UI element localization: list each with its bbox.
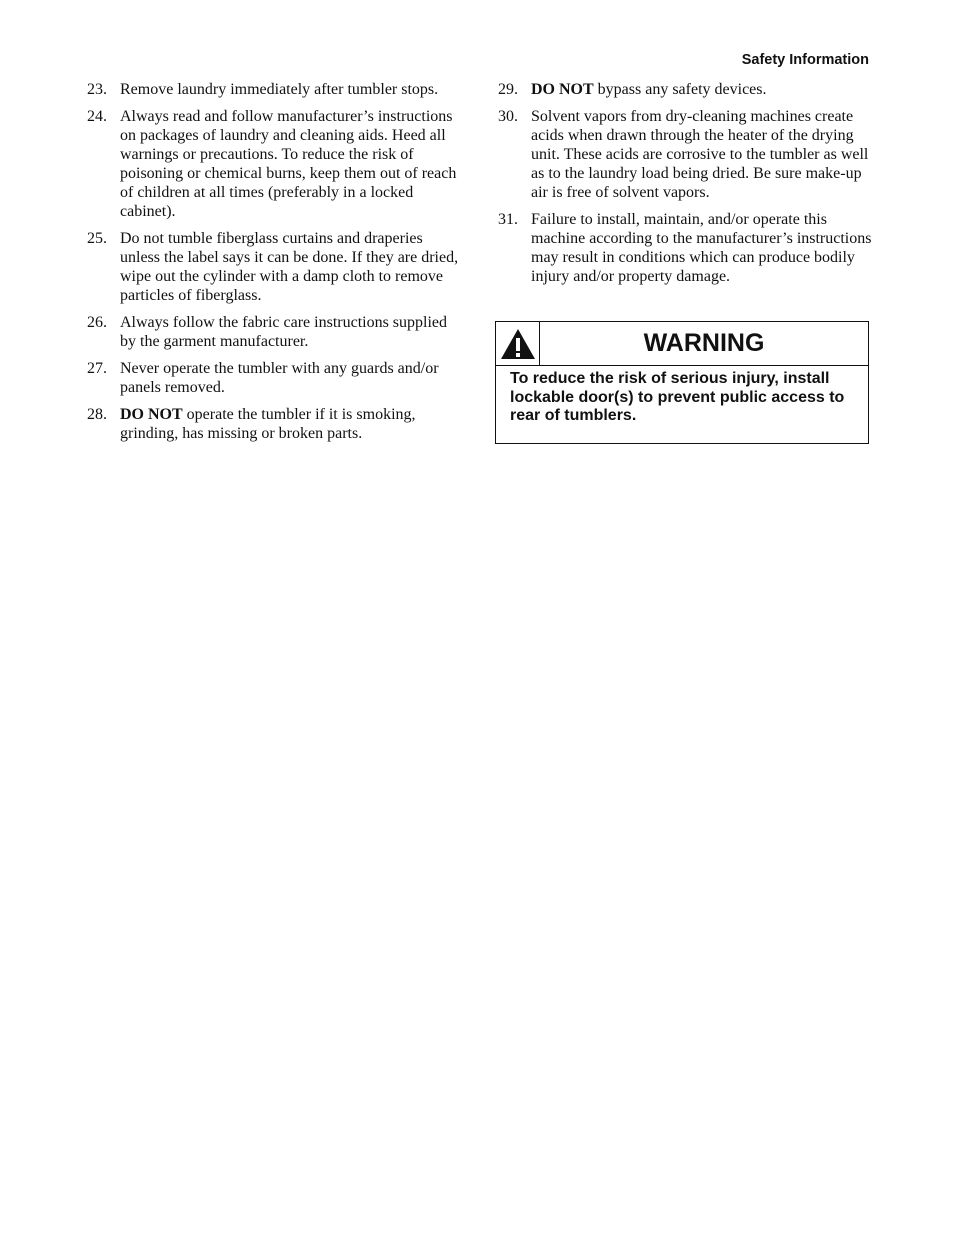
warning-title: WARNING	[643, 329, 765, 357]
item-number: 30.	[498, 108, 518, 125]
item-body-text: operate the tumbler if it is smoking, grinding, has missing or broken parts.	[120, 406, 416, 442]
section-header: Safety Information	[741, 52, 869, 68]
item-number: 23.	[87, 81, 107, 98]
warning-header	[496, 322, 868, 366]
item-text	[120, 80, 462, 99]
item-body-text: Always follow the fabric care instructions supplied by the garment manufacturer.	[120, 314, 448, 350]
warning-icon-cell	[496, 322, 540, 365]
item-body-text: Do not tumble fiberglass curtains and draperies unless the label says it can be done. If they are dried, wipe out the cylinder with a damp cloth to remove particles of fiberglass.	[120, 230, 459, 304]
item-bold-text: DO NOT	[120, 406, 183, 423]
list-item	[498, 210, 873, 286]
item-body-text: Failure to install, maintain, and/or operate this machine according to the manufacturer’s instructions may result in conditions which can produce bodily injury and/or property damage.	[531, 211, 872, 285]
left-column	[87, 80, 462, 451]
item-bold-text: DO NOT	[531, 81, 594, 98]
warning-box	[495, 321, 869, 444]
list-item	[87, 405, 462, 443]
list-item	[87, 80, 462, 99]
list-item	[87, 313, 462, 351]
right-column	[498, 80, 873, 294]
item-number: 31.	[498, 211, 518, 228]
item-text	[120, 359, 462, 397]
item-body-text: Always read and follow manufacturer’s instructions on packages of laundry and cleaning aids. Heed all warnings or precautions. To reduce the risk of poisoning or chemical burns, keep them out of reach of children at all times (preferably in a locked cabinet).	[120, 108, 457, 220]
item-body-text: Solvent vapors from dry-cleaning machines create acids when drawn through the heater of the drying unit. These acids are corrosive to the tumbler as well as to the laundry load being dried. Be sure make-up air is free of solvent vapors.	[531, 108, 869, 201]
warning-triangle-icon	[500, 328, 536, 360]
item-body-text: Never operate the tumbler with any guards and/or panels removed.	[120, 360, 439, 396]
list-item	[87, 229, 462, 305]
item-number: 25.	[87, 230, 107, 247]
item-number: 26.	[87, 314, 107, 331]
list-item	[498, 80, 873, 99]
warning-body: To reduce the risk of serious injury, install lockable door(s) to prevent public access to rear of tumblers.	[510, 370, 845, 424]
item-number: 24.	[87, 108, 107, 125]
item-number: 28.	[87, 406, 107, 423]
item-text	[531, 80, 873, 99]
item-text	[531, 210, 873, 286]
item-text	[120, 229, 462, 305]
list-item	[498, 107, 873, 202]
item-body-text: bypass any safety devices.	[593, 81, 767, 98]
item-number: 27.	[87, 360, 107, 377]
item-text	[120, 313, 462, 351]
list-item	[87, 359, 462, 397]
item-text	[120, 405, 462, 443]
item-text	[120, 107, 462, 221]
item-body-text: Remove laundry immediately after tumbler stops.	[120, 81, 439, 98]
list-item	[87, 107, 462, 221]
item-text	[531, 107, 873, 202]
item-number: 29.	[498, 81, 518, 98]
